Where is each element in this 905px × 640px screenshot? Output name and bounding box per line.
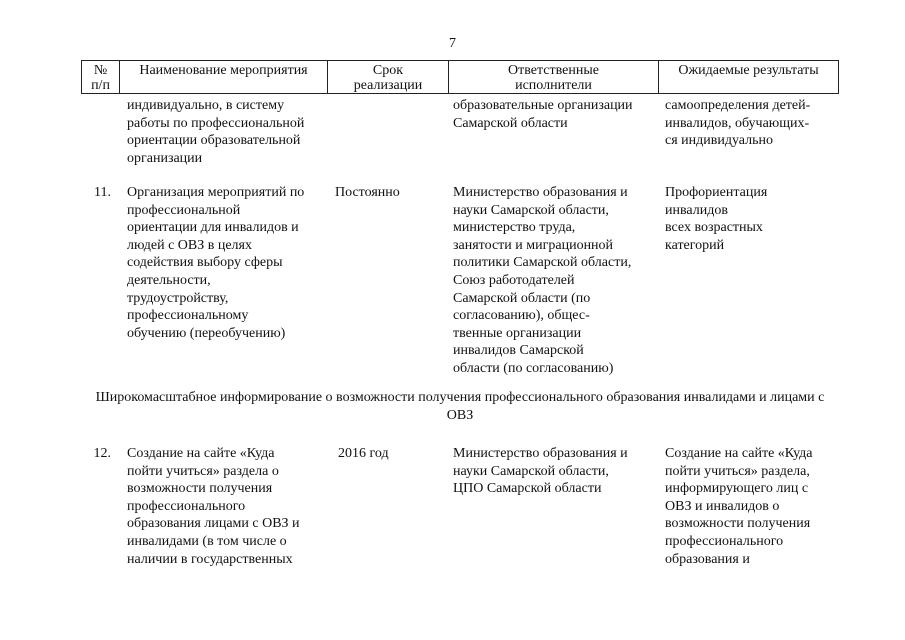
header-no: № п/п — [82, 61, 120, 93]
row-results: Создание на сайте «Куда пойти учиться» раздела, информирующего лиц с ОВЗ и инвалидов о возможности получения профессионального образования и — [665, 446, 813, 567]
section-heading: Широкомасштабное информирование о возможности получения профессионального образования инвалидами и лицами с ОВЗ — [95, 390, 825, 423]
row-name: Создание на сайте «Куда пойти учиться» раздела о возможности получения профессионального образования лицами с ОВЗ и инвалидами (в том числе о наличии в государственных — [127, 446, 300, 567]
row-name: Организация мероприятий по профессиональной ориентации для инвалидов и людей с ОВЗ в целях содействия выбору сферы деятельности, трудоустройству, профессиональному обучению (переобучению) — [127, 185, 305, 341]
row-number: 12. — [93, 446, 111, 461]
row-results: Профориентация инвалидов всех возрастных категорий — [665, 185, 768, 253]
row-responsible: образовательные организации Самарской области — [453, 98, 633, 131]
row-responsible: Министерство образования и науки Самарской области, ЦПО Самарской области — [453, 446, 628, 497]
table-header — [81, 60, 839, 94]
row-name: индивидуально, в систему работы по профессиональной ориентации образовательной организации — [127, 98, 305, 166]
header-responsible: Ответственные исполнители — [449, 61, 659, 93]
row-term: Постоянно — [335, 185, 400, 200]
header-name: Наименование мероприятия — [120, 61, 328, 93]
row-number: 11. — [94, 185, 111, 200]
row-results: самоопределения детей- инвалидов, обучающих- ся индивидуально — [665, 98, 811, 149]
header-results: Ожидаемые результаты — [678, 63, 819, 78]
row-term: 2016 год — [338, 446, 389, 461]
row-responsible: Министерство образования и науки Самарской области, министерство труда, занятости и миграционной политики Самарской области, Союз работодателей Самарской области (по согласованию), общес- твенные организации инвалидов Самарской области (по согласованию) — [453, 185, 632, 376]
page-number: 7 — [449, 36, 456, 51]
header-term: Срок реализации — [328, 61, 449, 93]
